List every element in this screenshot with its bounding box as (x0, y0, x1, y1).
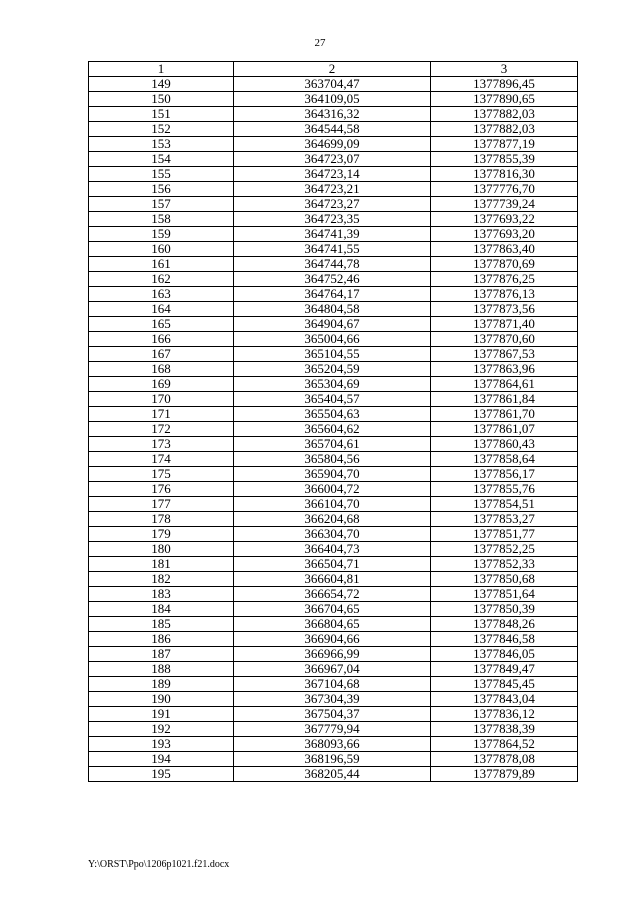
y-coordinate-cell: 1377864,52 (431, 737, 578, 752)
x-coordinate-cell: 368093,66 (234, 737, 431, 752)
x-coordinate-cell: 364723,27 (234, 197, 431, 212)
point-number-cell: 174 (89, 452, 234, 467)
y-coordinate-cell: 1377852,25 (431, 542, 578, 557)
table-row (89, 722, 578, 737)
x-coordinate-cell: 364744,78 (234, 257, 431, 272)
x-coordinate-cell: 365104,55 (234, 347, 431, 362)
x-coordinate-cell: 367504,37 (234, 707, 431, 722)
y-coordinate-cell: 1377861,07 (431, 422, 578, 437)
x-coordinate-cell: 365804,56 (234, 452, 431, 467)
y-coordinate-cell: 1377776,70 (431, 182, 578, 197)
y-coordinate-cell: 1377846,05 (431, 647, 578, 662)
table-row (89, 602, 578, 617)
table-row (89, 212, 578, 227)
point-number-cell: 162 (89, 272, 234, 287)
table-row (89, 452, 578, 467)
y-coordinate-cell: 1377863,40 (431, 242, 578, 257)
y-coordinate-cell: 1377861,70 (431, 407, 578, 422)
table-row (89, 92, 578, 107)
x-coordinate-cell: 367304,39 (234, 692, 431, 707)
table-row (89, 512, 578, 527)
y-coordinate-cell: 1377850,68 (431, 572, 578, 587)
x-coordinate-cell: 364723,21 (234, 182, 431, 197)
x-coordinate-cell: 364544,58 (234, 122, 431, 137)
point-number-cell: 153 (89, 137, 234, 152)
table-row (89, 377, 578, 392)
point-number-cell: 173 (89, 437, 234, 452)
table-row (89, 317, 578, 332)
table-row (89, 662, 578, 677)
x-coordinate-cell: 368196,59 (234, 752, 431, 767)
point-number-cell: 192 (89, 722, 234, 737)
x-coordinate-cell: 365404,57 (234, 392, 431, 407)
x-coordinate-cell: 364699,09 (234, 137, 431, 152)
y-coordinate-cell: 1377870,60 (431, 332, 578, 347)
table-row (89, 587, 578, 602)
y-coordinate-cell: 1377838,39 (431, 722, 578, 737)
y-coordinate-cell: 1377882,03 (431, 107, 578, 122)
table-row (89, 617, 578, 632)
y-coordinate-cell: 1377873,56 (431, 302, 578, 317)
x-coordinate-cell: 365504,63 (234, 407, 431, 422)
x-coordinate-cell: 365204,59 (234, 362, 431, 377)
table-row (89, 302, 578, 317)
x-coordinate-cell: 365604,62 (234, 422, 431, 437)
point-number-cell: 184 (89, 602, 234, 617)
x-coordinate-cell: 364752,46 (234, 272, 431, 287)
x-coordinate-cell: 366904,66 (234, 632, 431, 647)
y-coordinate-cell: 1377871,40 (431, 317, 578, 332)
x-coordinate-cell: 366404,73 (234, 542, 431, 557)
table-row (89, 122, 578, 137)
x-coordinate-cell: 368205,44 (234, 767, 431, 782)
x-coordinate-cell: 365704,61 (234, 437, 431, 452)
x-coordinate-cell: 366304,70 (234, 527, 431, 542)
y-coordinate-cell: 1377882,03 (431, 122, 578, 137)
x-coordinate-cell: 367104,68 (234, 677, 431, 692)
table-body (89, 77, 578, 782)
y-coordinate-cell: 1377890,65 (431, 92, 578, 107)
y-coordinate-cell: 1377854,51 (431, 497, 578, 512)
column-header-y: 3 (431, 62, 578, 77)
point-number-cell: 161 (89, 257, 234, 272)
point-number-cell: 179 (89, 527, 234, 542)
y-coordinate-cell: 1377861,84 (431, 392, 578, 407)
point-number-cell: 189 (89, 677, 234, 692)
point-number-cell: 176 (89, 482, 234, 497)
y-coordinate-cell: 1377855,76 (431, 482, 578, 497)
table-row (89, 77, 578, 92)
point-number-cell: 175 (89, 467, 234, 482)
table-row (89, 107, 578, 122)
y-coordinate-cell: 1377836,12 (431, 707, 578, 722)
x-coordinate-cell: 364316,32 (234, 107, 431, 122)
table-row (89, 767, 578, 782)
y-coordinate-cell: 1377843,04 (431, 692, 578, 707)
y-coordinate-cell: 1377845,45 (431, 677, 578, 692)
y-coordinate-cell: 1377846,58 (431, 632, 578, 647)
y-coordinate-cell: 1377853,27 (431, 512, 578, 527)
coordinates-table (88, 61, 578, 782)
x-coordinate-cell: 366966,99 (234, 647, 431, 662)
table-row (89, 467, 578, 482)
table-row (89, 152, 578, 167)
x-coordinate-cell: 366604,81 (234, 572, 431, 587)
table-row (89, 677, 578, 692)
point-number-cell: 194 (89, 752, 234, 767)
point-number-cell: 165 (89, 317, 234, 332)
table-row (89, 347, 578, 362)
table-row (89, 707, 578, 722)
x-coordinate-cell: 363704,47 (234, 77, 431, 92)
table-row (89, 182, 578, 197)
point-number-cell: 190 (89, 692, 234, 707)
y-coordinate-cell: 1377848,26 (431, 617, 578, 632)
y-coordinate-cell: 1377693,20 (431, 227, 578, 242)
point-number-cell: 159 (89, 227, 234, 242)
point-number-cell: 186 (89, 632, 234, 647)
y-coordinate-cell: 1377877,19 (431, 137, 578, 152)
point-number-cell: 163 (89, 287, 234, 302)
x-coordinate-cell: 366504,71 (234, 557, 431, 572)
x-coordinate-cell: 364764,17 (234, 287, 431, 302)
table-row (89, 482, 578, 497)
column-header-x: 2 (234, 62, 431, 77)
point-number-cell: 182 (89, 572, 234, 587)
header-row (89, 62, 578, 77)
y-coordinate-cell: 1377896,45 (431, 77, 578, 92)
x-coordinate-cell: 366004,72 (234, 482, 431, 497)
y-coordinate-cell: 1377864,61 (431, 377, 578, 392)
x-coordinate-cell: 364804,58 (234, 302, 431, 317)
page-number: 27 (314, 37, 326, 49)
y-coordinate-cell: 1377876,13 (431, 287, 578, 302)
point-number-cell: 152 (89, 122, 234, 137)
table-row (89, 407, 578, 422)
point-number-cell: 185 (89, 617, 234, 632)
table-row (89, 242, 578, 257)
table-row (89, 167, 578, 182)
table-row (89, 527, 578, 542)
point-number-cell: 170 (89, 392, 234, 407)
point-number-cell: 181 (89, 557, 234, 572)
table-row (89, 692, 578, 707)
table-row (89, 647, 578, 662)
x-coordinate-cell: 364723,07 (234, 152, 431, 167)
point-number-cell: 154 (89, 152, 234, 167)
y-coordinate-cell: 1377851,77 (431, 527, 578, 542)
point-number-cell: 193 (89, 737, 234, 752)
table-row (89, 752, 578, 767)
column-header-number: 1 (89, 62, 234, 77)
x-coordinate-cell: 366804,65 (234, 617, 431, 632)
x-coordinate-cell: 366654,72 (234, 587, 431, 602)
x-coordinate-cell: 364109,05 (234, 92, 431, 107)
table-row (89, 632, 578, 647)
point-number-cell: 155 (89, 167, 234, 182)
table-row (89, 227, 578, 242)
table-row (89, 332, 578, 347)
y-coordinate-cell: 1377860,43 (431, 437, 578, 452)
y-coordinate-cell: 1377693,22 (431, 212, 578, 227)
point-number-cell: 156 (89, 182, 234, 197)
y-coordinate-cell: 1377867,53 (431, 347, 578, 362)
y-coordinate-cell: 1377849,47 (431, 662, 578, 677)
table-row (89, 137, 578, 152)
table-row (89, 737, 578, 752)
x-coordinate-cell: 366104,70 (234, 497, 431, 512)
point-number-cell: 160 (89, 242, 234, 257)
x-coordinate-cell: 366704,65 (234, 602, 431, 617)
x-coordinate-cell: 365304,69 (234, 377, 431, 392)
point-number-cell: 168 (89, 362, 234, 377)
y-coordinate-cell: 1377816,30 (431, 167, 578, 182)
point-number-cell: 151 (89, 107, 234, 122)
point-number-cell: 150 (89, 92, 234, 107)
table-row (89, 557, 578, 572)
x-coordinate-cell: 364723,14 (234, 167, 431, 182)
table-row (89, 572, 578, 587)
y-coordinate-cell: 1377863,96 (431, 362, 578, 377)
point-number-cell: 188 (89, 662, 234, 677)
y-coordinate-cell: 1377855,39 (431, 152, 578, 167)
point-number-cell: 177 (89, 497, 234, 512)
table-row (89, 257, 578, 272)
table-row (89, 272, 578, 287)
table-row (89, 392, 578, 407)
y-coordinate-cell: 1377851,64 (431, 587, 578, 602)
point-number-cell: 167 (89, 347, 234, 362)
x-coordinate-cell: 365904,70 (234, 467, 431, 482)
point-number-cell: 166 (89, 332, 234, 347)
point-number-cell: 187 (89, 647, 234, 662)
table-row (89, 197, 578, 212)
x-coordinate-cell: 364904,67 (234, 317, 431, 332)
y-coordinate-cell: 1377878,08 (431, 752, 578, 767)
point-number-cell: 172 (89, 422, 234, 437)
point-number-cell: 157 (89, 197, 234, 212)
y-coordinate-cell: 1377858,64 (431, 452, 578, 467)
point-number-cell: 171 (89, 407, 234, 422)
table-row (89, 497, 578, 512)
y-coordinate-cell: 1377850,39 (431, 602, 578, 617)
table-header (89, 62, 578, 77)
footer-file-path: Y:\ORST\Ppo\1206p1021.f21.docx (88, 859, 230, 870)
point-number-cell: 183 (89, 587, 234, 602)
y-coordinate-cell: 1377870,69 (431, 257, 578, 272)
x-coordinate-cell: 364741,39 (234, 227, 431, 242)
point-number-cell: 164 (89, 302, 234, 317)
point-number-cell: 169 (89, 377, 234, 392)
y-coordinate-cell: 1377856,17 (431, 467, 578, 482)
point-number-cell: 178 (89, 512, 234, 527)
table-row (89, 542, 578, 557)
x-coordinate-cell: 366204,68 (234, 512, 431, 527)
point-number-cell: 158 (89, 212, 234, 227)
table-row (89, 287, 578, 302)
point-number-cell: 195 (89, 767, 234, 782)
x-coordinate-cell: 364741,55 (234, 242, 431, 257)
point-number-cell: 149 (89, 77, 234, 92)
x-coordinate-cell: 365004,66 (234, 332, 431, 347)
x-coordinate-cell: 367779,94 (234, 722, 431, 737)
y-coordinate-cell: 1377876,25 (431, 272, 578, 287)
point-number-cell: 180 (89, 542, 234, 557)
table-row (89, 362, 578, 377)
table-row (89, 422, 578, 437)
y-coordinate-cell: 1377852,33 (431, 557, 578, 572)
table-row (89, 437, 578, 452)
point-number-cell: 191 (89, 707, 234, 722)
y-coordinate-cell: 1377739,24 (431, 197, 578, 212)
x-coordinate-cell: 366967,04 (234, 662, 431, 677)
y-coordinate-cell: 1377879,89 (431, 767, 578, 782)
x-coordinate-cell: 364723,35 (234, 212, 431, 227)
